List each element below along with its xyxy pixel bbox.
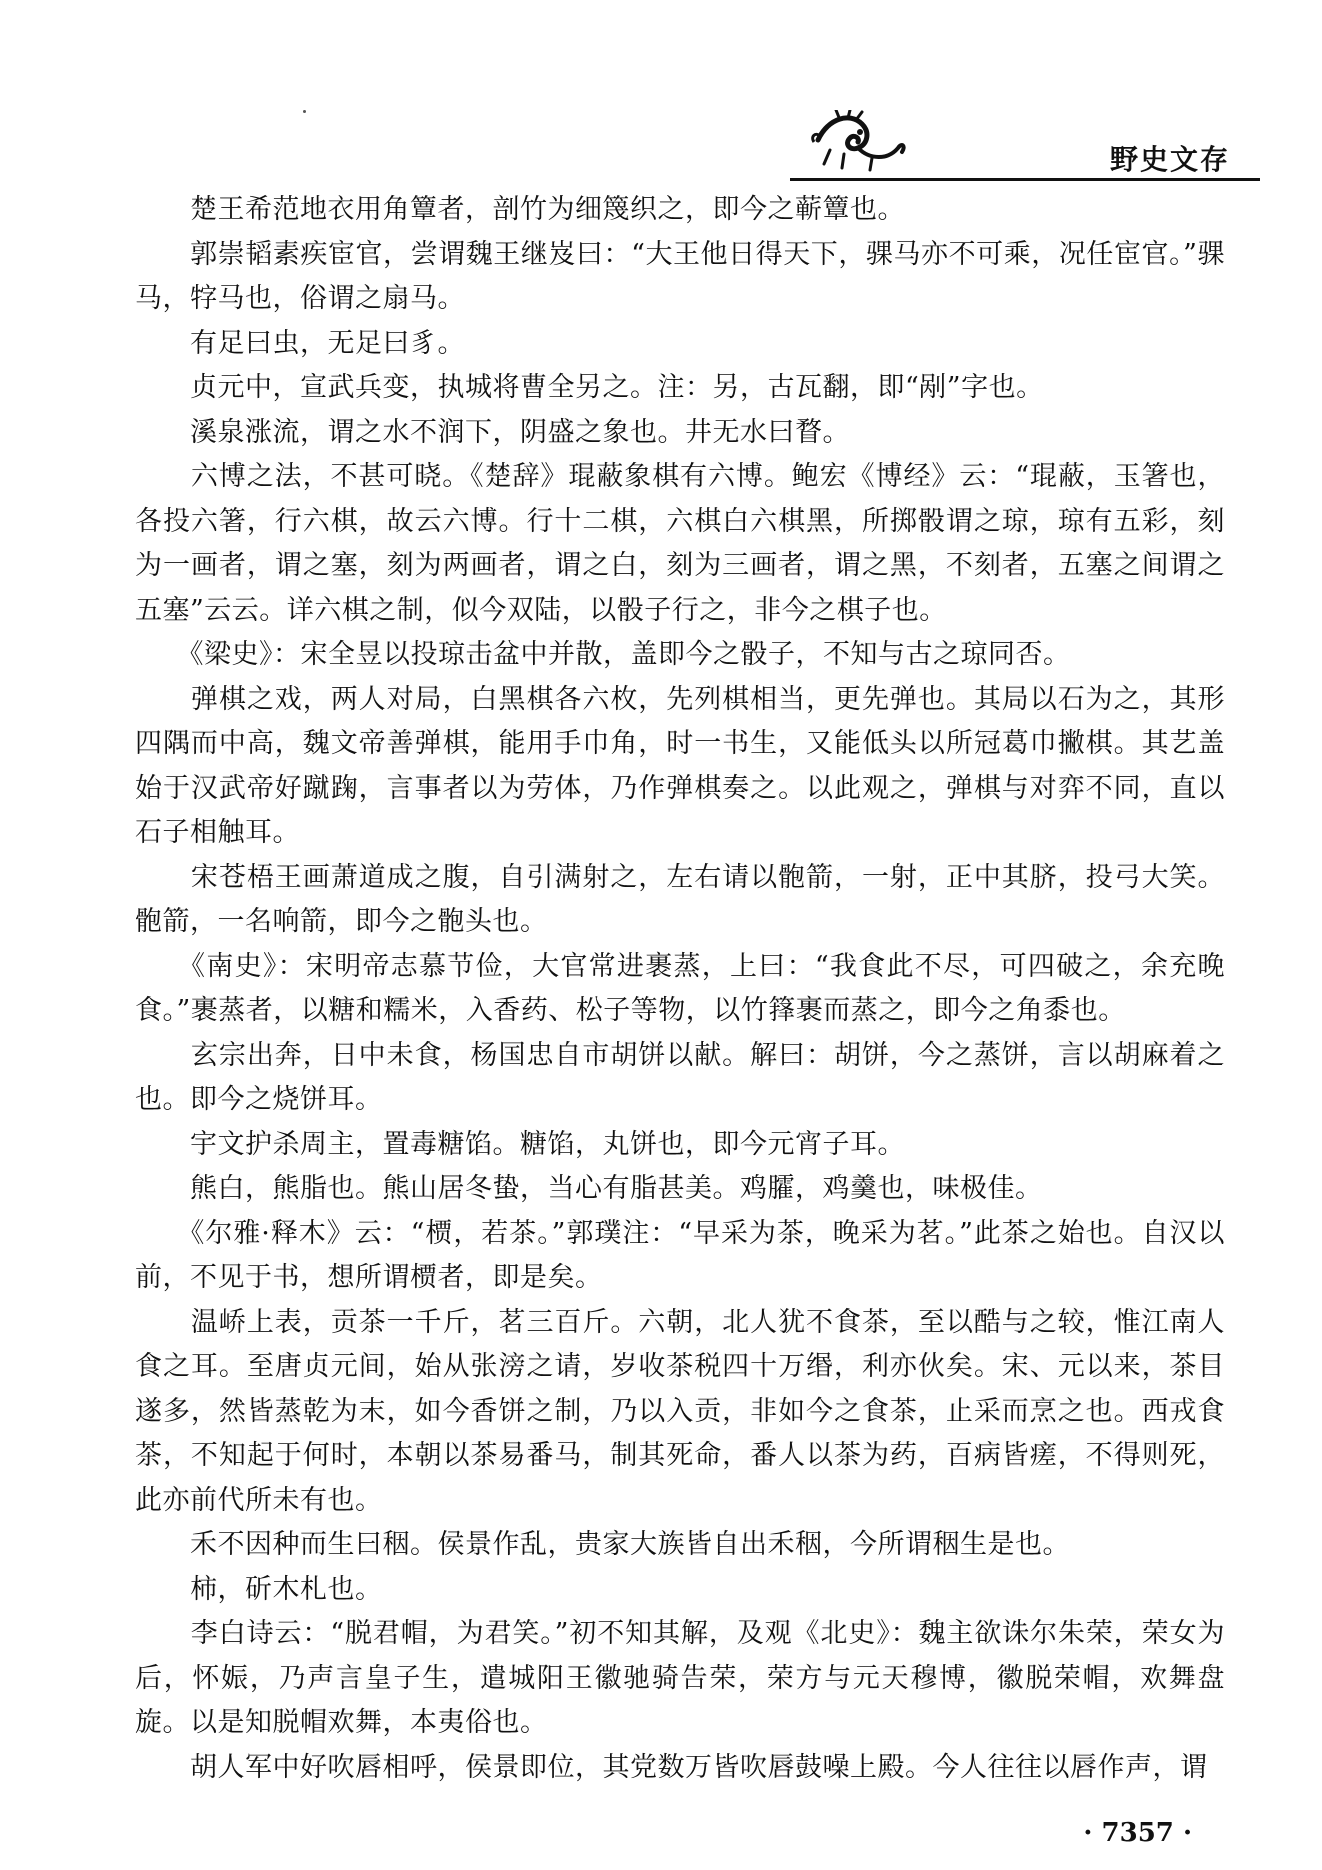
paragraph: 《梁史》：宋全昱以投琼击盆中并散，盖即今之骰子，不知与古之琼同否。 [135, 639, 1071, 670]
paragraph: 溪泉涨流，谓之水不润下，阴盛之象也。井无水曰瞀。 [135, 416, 850, 448]
paragraph: 熊白，熊脂也。熊山居冬蛰，当心有脂甚美。鸡臛，鸡羹也，味极佳。 [135, 1173, 1043, 1204]
paragraph: 宇文护杀周主，置毒糖馅。糖馅，丸饼也，即今元宵子耳。 [135, 1128, 905, 1160]
paragraph: 《南史》：宋明帝志慕节俭，大官常进裹蒸，上曰：“我食此不尽，可四破之，余充晚食。”裹蒸者，以糖和糯米，入香药、松子等物，以竹箨裹而蒸之，即今之角黍也。 [135, 950, 1225, 1026]
paragraph: 贞元中，宣武兵变，执城将曹全另之。注：另，古瓦翻，即“剐”字也。 [135, 372, 1044, 403]
paragraph: 柿，斫木札也。 [135, 1573, 383, 1605]
body-text [135, 188, 1225, 1790]
paragraph: 宋苍梧王画萧道成之腹，自引满射之，左右请以骲箭，一射，正中其脐，投弓大笑。骲箭，一名响箭，即今之骲头也。 [135, 861, 1225, 937]
paragraph: 《尔雅·释木》云：“槚，若茶。”郭璞注：“早采为茶，晚采为茗。”此茶之始也。自汉以前，不见于书，想所谓槚者，即是矣。 [135, 1217, 1225, 1293]
page-number: · 7357 · [1083, 1818, 1192, 1848]
paragraph: 玄宗出奔，日中未食，杨国忠自市胡饼以献。解曰：胡饼，今之蒸饼，言以胡麻着之也。即今之烧饼耳。 [135, 1039, 1225, 1115]
paragraph: 温峤上表，贡茶一千斤，茗三百斤。六朝，北人犹不食茶，至以酷与之较，惟江南人食之耳。至唐贞元间，始从张滂之请，岁收茶税四十万缗，利亦伙矣。宋、元以来，茶目遂多，然皆蒸乾为末，如今香饼之制，乃以入贡，非如今之食茶，止采而烹之也。西戎食茶，不知起于何时，本朝以茶易番马，制其死命，番人以茶为药，百病皆瘥，不得则死，此亦前代所未有也。 [135, 1306, 1225, 1516]
paragraph: 胡人军中好吹唇相呼，侯景即位，其党数万皆吹唇鼓噪上殿。今人往往以唇作声，谓 [135, 1751, 1208, 1783]
header-rule [790, 178, 1260, 181]
scan-speck [303, 110, 306, 113]
paragraph: 弹棋之戏，两人对局，白黑棋各六枚，先列棋相当，更先弹也。其局以石为之，其形四隅而中高，魏文帝善弹棋，能用手巾角，时一书生，又能低头以所冠葛巾撇棋。其艺盖始于汉武帝好蹴踘，言事者以为劳体，乃作弹棋奏之。以此观之，弹棋与对弈不同，直以石子相触耳。 [135, 683, 1225, 848]
paragraph: 楚王希范地衣用角簟者，剖竹为细篾织之，即今之蕲簟也。 [135, 194, 905, 225]
paragraph: 六博之法，不甚可晓。《楚辞》琨蔽象棋有六博。鲍宏《博经》云：“琨蔽，玉箸也，各投六箸，行六棋，故云六博。行十二棋，六棋白六棋黑，所掷骰谓之琼，琼有五彩，刻为一画者，谓之塞，刻为两画者，谓之白，刻为三画者，谓之黑，不刻者，五塞之间谓之五塞”云云。详六棋之制，似今双陆，以骰子行之，非今之棋子也。 [135, 461, 1225, 626]
dragon-icon [810, 110, 910, 172]
paragraph: 有足曰虫，无足曰豸。 [135, 327, 465, 359]
paragraph: 禾不因种而生曰秵。侯景作乱，贵家大族皆自出禾秵，今所谓秵生是也。 [135, 1529, 1070, 1560]
paragraph: 郭崇韬素疾宦官，尝谓魏王继岌曰：“大王他日得天下，骒马亦不可乘，况任宦官。”骒马，牸马也，俗谓之扇马。 [135, 238, 1225, 314]
header-title: 野史文存 [1109, 143, 1230, 176]
running-header [790, 110, 1260, 190]
paragraph: 李白诗云：“脱君帽，为君笑。”初不知其解，及观《北史》：魏主欲诛尔朱荣，荣女为后，怀娠，乃声言皇子生，遣城阳王徽驰骑告荣，荣方与元天穆博，徽脱荣帽，欢舞盘旋。以是知脱帽欢舞，本夷俗也。 [135, 1618, 1225, 1738]
